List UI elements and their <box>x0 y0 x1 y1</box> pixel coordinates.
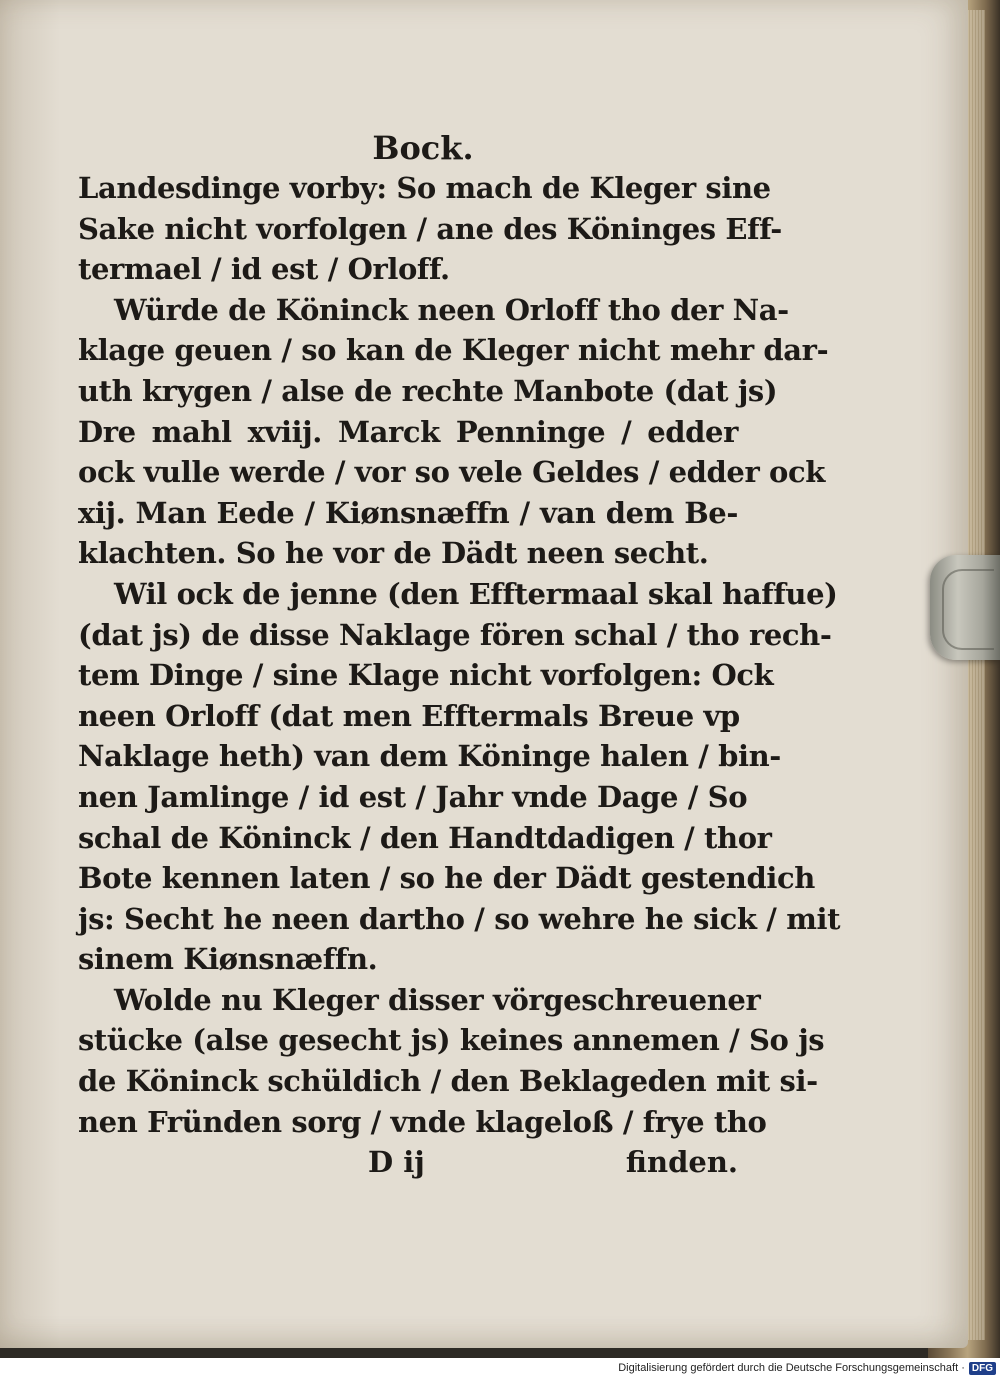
text-line-13: tem Dinge / sine Klage nicht vorfolgen: Ock <box>78 658 774 693</box>
text-line-24: nen Fründen sorg / vnde klageloß / frye tho <box>78 1104 767 1139</box>
catchword: finden. <box>625 1145 738 1180</box>
text-line-16: nen Jamlinge / id est / Jahr vnde Dage / So <box>78 779 748 814</box>
text-line-19: js: Secht he neen dartho / so wehre he sick / mit <box>78 901 841 936</box>
text-line-6: uth krygen / alse de rechte Manbote (dat js) <box>78 373 778 408</box>
text-line-23: de Köninck schüldich / den Beklageden mit si- <box>78 1064 818 1099</box>
text-line-5: klage geuen / so kan de Kleger nicht mehr dar- <box>78 333 829 368</box>
page-text-block <box>78 128 841 1183</box>
text-line-8: ock vulle werde / vor so vele Geldes / edder ock <box>78 455 825 490</box>
signature-mark: D ij <box>368 1145 425 1180</box>
text-line-10: klachten. So he vor de Dädt neen secht. <box>78 536 709 571</box>
digitization-footer: Digitalisierung gefördert durch die Deutsche Forschungsgemeinschaft · DFG <box>0 1358 1000 1378</box>
text-line-2: Sake nicht vorfolgen / ane des Köninges Eff- <box>78 211 782 246</box>
signature-row <box>78 1142 738 1183</box>
text-line-3: termael / id est / Orloff. <box>78 252 450 287</box>
text-line-17: schal de Köninck / den Handtdadigen / thor <box>78 820 772 855</box>
text-line-14: neen Orloff (dat men Efftermals Breue vp <box>78 698 740 733</box>
running-head: Bock. <box>372 129 474 167</box>
text-line-21: Wolde nu Kleger disser vörgeschreuener <box>114 982 761 1017</box>
text-line-4: Würde de Köninck neen Orloff tho der Na- <box>114 292 789 327</box>
text-line-11: Wil ock de jenne (den Efftermaal skal haffue) <box>114 576 838 611</box>
text-line-22: stücke (alse gesecht js) keines annemen / So js <box>78 1023 825 1058</box>
text-line-15: Naklage heth) van dem Köninge halen / bin- <box>78 739 781 774</box>
book-clip <box>930 555 1000 660</box>
text-line-20: sinem Kiønsnæffn. <box>78 942 378 977</box>
text-line-9: xij. Man Eede / Kiønsnæffn / van dem Be- <box>78 495 738 530</box>
dfg-logo-icon: DFG <box>969 1362 996 1375</box>
text-line-1: Landesdinge vorby: So mach de Kleger sine <box>78 171 771 205</box>
footer-credit: Digitalisierung gefördert durch die Deutsche Forschungsgemeinschaft <box>618 1362 959 1374</box>
text-line-7: Dre mahl xviij. Marck Penninge / edder <box>78 414 738 449</box>
text-line-18: Bote kennen laten / so he der Dädt gestendich <box>78 861 815 896</box>
book-clip-inner <box>942 569 994 650</box>
text-line-12: (dat js) de disse Naklage fören schal / tho rech- <box>78 617 832 652</box>
